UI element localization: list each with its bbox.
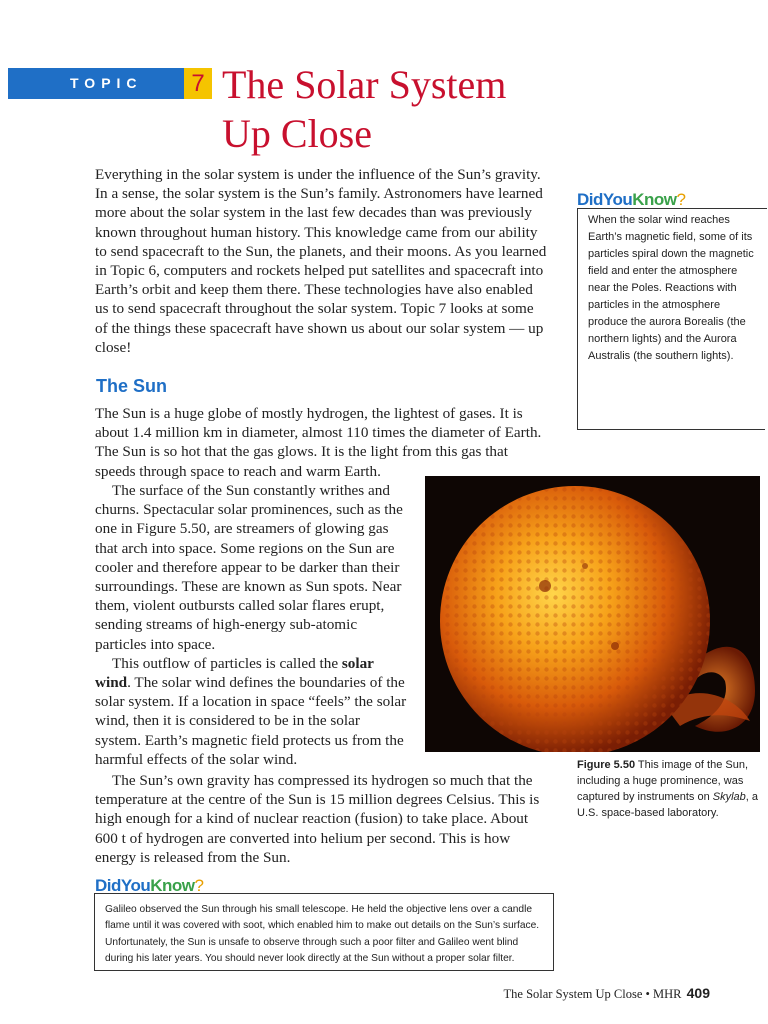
intro-paragraph: Everything in the solar system is under the influence of the Sun’s gravity. In a sense, the solar system is the Sun’s family. Astronomers have learned more about the solar system in the last few decades than was previously known throughout human history. This knowledge came from our ability to send spacecraft to the Sun, the planets, and their moons. As you learned in Topic 6, computers and rockets helped put satellites and spacecraft into Earth’s orbit and keep them there. These technologies have also enabled us to send spacecraft throughout the solar system. Topic 7 looks at some of the things these spacecraft have shown us about our solar system — up close! bbox=[95, 166, 547, 356]
bottom-fact-text: Galileo observed the Sun through his small telescope. He held the objective lens over a candle flame until it was covered with soot, which enabled him to make out details on the Sun’s surface. Unfortunately, the Sun is unsafe to observe through such a poor filter and Galileo went blind during his later years. You should never look directly at the Sun without a proper solar filter. bbox=[105, 904, 540, 964]
title-line-1: The Solar System bbox=[222, 62, 507, 107]
sun-image-graphic bbox=[425, 476, 760, 752]
figure-caption: Figure 5.50 This image of the Sun, including a huge prominence, was captured by instruments on Skylab, a U.S. space-based laboratory. bbox=[577, 759, 759, 819]
sun-paragraph-2: The surface of the Sun constantly writhes and churns. Spectacular solar prominences, such as the one in Figure 5.50, are streamers of glowing gas that arch into space. Some regions on the Sun are cooler and therefore appear to be darker than their surroundings. These are known as Sun spots. Near them, violent outbursts called solar flares erupt, sending streams of high-energy sub-atomic particles into space. bbox=[95, 482, 403, 653]
topic-banner bbox=[8, 68, 184, 99]
sun-photo bbox=[425, 476, 760, 752]
topic-label: TOPIC bbox=[70, 75, 143, 91]
sun-paragraphs-narrow bbox=[95, 481, 409, 769]
sun-paragraph-4: The Sun’s own gravity has compressed its hydrogen so much that the temperature at the centre of the Sun is 15 million degrees Celsius. This is high enough for a kind of nuclear reaction (fusion) to take place. About 600 t of hydrogen are converted into helium per second. This is how energy is released from the Sun. bbox=[95, 772, 540, 866]
page-title bbox=[222, 60, 582, 158]
page-footer bbox=[504, 985, 710, 1002]
sun-paragraph-3: This outflow of particles is called the solar wind. The solar wind defines the boundaries of the solar system. If a location in space “feels” the solar wind, then it is considered to be in the solar system. Earth’s magnetic field protects us from the harmful effects of the solar wind. bbox=[95, 654, 407, 768]
sidebar-fact-text: When the solar wind reaches Earth’s magnetic field, some of its particles spiral down the magnetic field and enter the atmosphere near the Poles. Reactions with particles in the atmosphere produce the aurora Borealis (the northern lights) and the Aurora Australis (the southern lights). bbox=[588, 214, 754, 362]
footer-text: The Solar System Up Close • MHR bbox=[503, 987, 682, 1001]
bottom-fact-box bbox=[94, 893, 554, 971]
term-solar-wind: solar wind bbox=[95, 654, 374, 692]
topic-number: 7 bbox=[184, 68, 212, 99]
section-heading-the-sun: The Sun bbox=[96, 376, 167, 396]
page-number: 409 bbox=[686, 985, 710, 1001]
did-you-know-bottom-label: DidYouKnow? bbox=[95, 876, 204, 895]
title-line-2: Up Close bbox=[222, 111, 372, 156]
sun-paragraph-1: The Sun is a huge globe of mostly hydrogen, the lightest of gases. It is about 1.4 million km in diameter, almost 110 times the diameter of Earth. The Sun is so hot that the gas glows. It is the light from this gas that speeds through space to reach and warm Earth. bbox=[95, 405, 542, 480]
sidebar-fact-box bbox=[577, 208, 765, 430]
figure-label: Figure 5.50 bbox=[577, 759, 636, 771]
did-you-know-sidebar-label: DidYouKnow? bbox=[577, 190, 686, 209]
